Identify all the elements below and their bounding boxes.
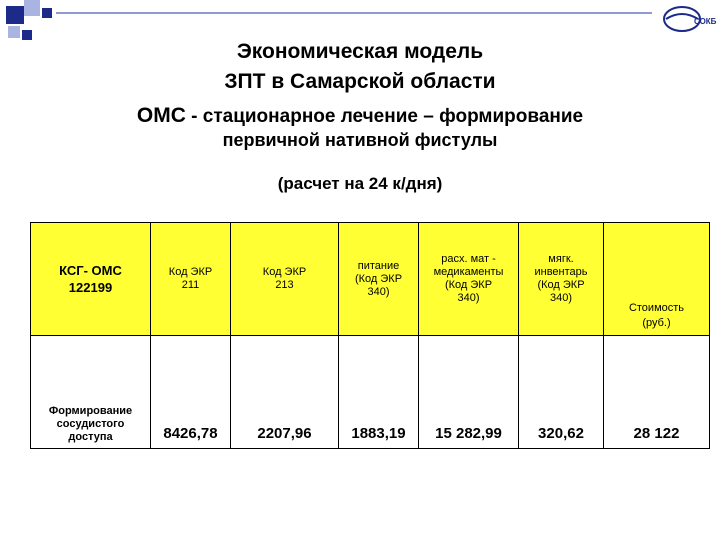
header-cost-text: Стоимость (руб.) <box>628 302 685 329</box>
row-name <box>31 336 151 449</box>
value-213: 2207,96 <box>231 336 339 449</box>
header-ksg <box>31 223 151 336</box>
table-header-row <box>31 223 710 336</box>
decor-square-1 <box>6 6 24 24</box>
header-meds-text: расх. мат - медикаменты (Код ЭКР 340) <box>433 253 504 304</box>
decor-square-2 <box>24 0 40 16</box>
organization-logo <box>658 4 717 34</box>
header-soft-text: мягк. инвентарь (Код ЭКР 340) <box>534 253 588 304</box>
header-soft-inventory <box>519 223 604 336</box>
value-meds: 15 282,99 <box>419 336 519 449</box>
subtitle: (расчет на 24 к/дня) <box>277 174 443 193</box>
title-line-3 <box>0 104 720 128</box>
header-food <box>339 223 419 336</box>
decor-square-4 <box>8 26 20 38</box>
svg-text:СОКБ: СОКБ <box>694 17 717 26</box>
value-211: 8426,78 <box>151 336 231 449</box>
value-food: 1883,19 <box>339 336 419 449</box>
row-name-text: Формирование сосудистого доступа <box>48 405 133 443</box>
header-meds <box>419 223 519 336</box>
header-ksg-text: КСГ- ОМС 122199 <box>59 263 122 295</box>
cost-table <box>30 222 710 449</box>
decor-square-5 <box>22 30 32 40</box>
value-soft: 320,62 <box>519 336 604 449</box>
title-line-2: ЗПТ в Самарской области <box>224 70 496 93</box>
header-ekr-211-text: Код ЭКР 211 <box>168 266 213 291</box>
title-line-1: Экономическая модель <box>236 40 484 63</box>
header-food-text: питание (Код ЭКР 340) <box>354 259 403 298</box>
header-cost <box>604 223 710 336</box>
title-line-3-rest: - стационарное лечение – формирование <box>185 106 584 127</box>
decor-square-3 <box>42 8 52 18</box>
title-line-4: первичной нативной фистулы <box>222 130 498 150</box>
header-ekr-213-text: Код ЭКР 213 <box>262 266 307 291</box>
top-rule <box>56 12 652 14</box>
value-cost: 28 122 <box>604 336 710 449</box>
table-row <box>31 336 710 449</box>
header-ekr-213 <box>231 223 339 336</box>
title-oms: ОМС <box>136 104 186 127</box>
header-ekr-211 <box>151 223 231 336</box>
